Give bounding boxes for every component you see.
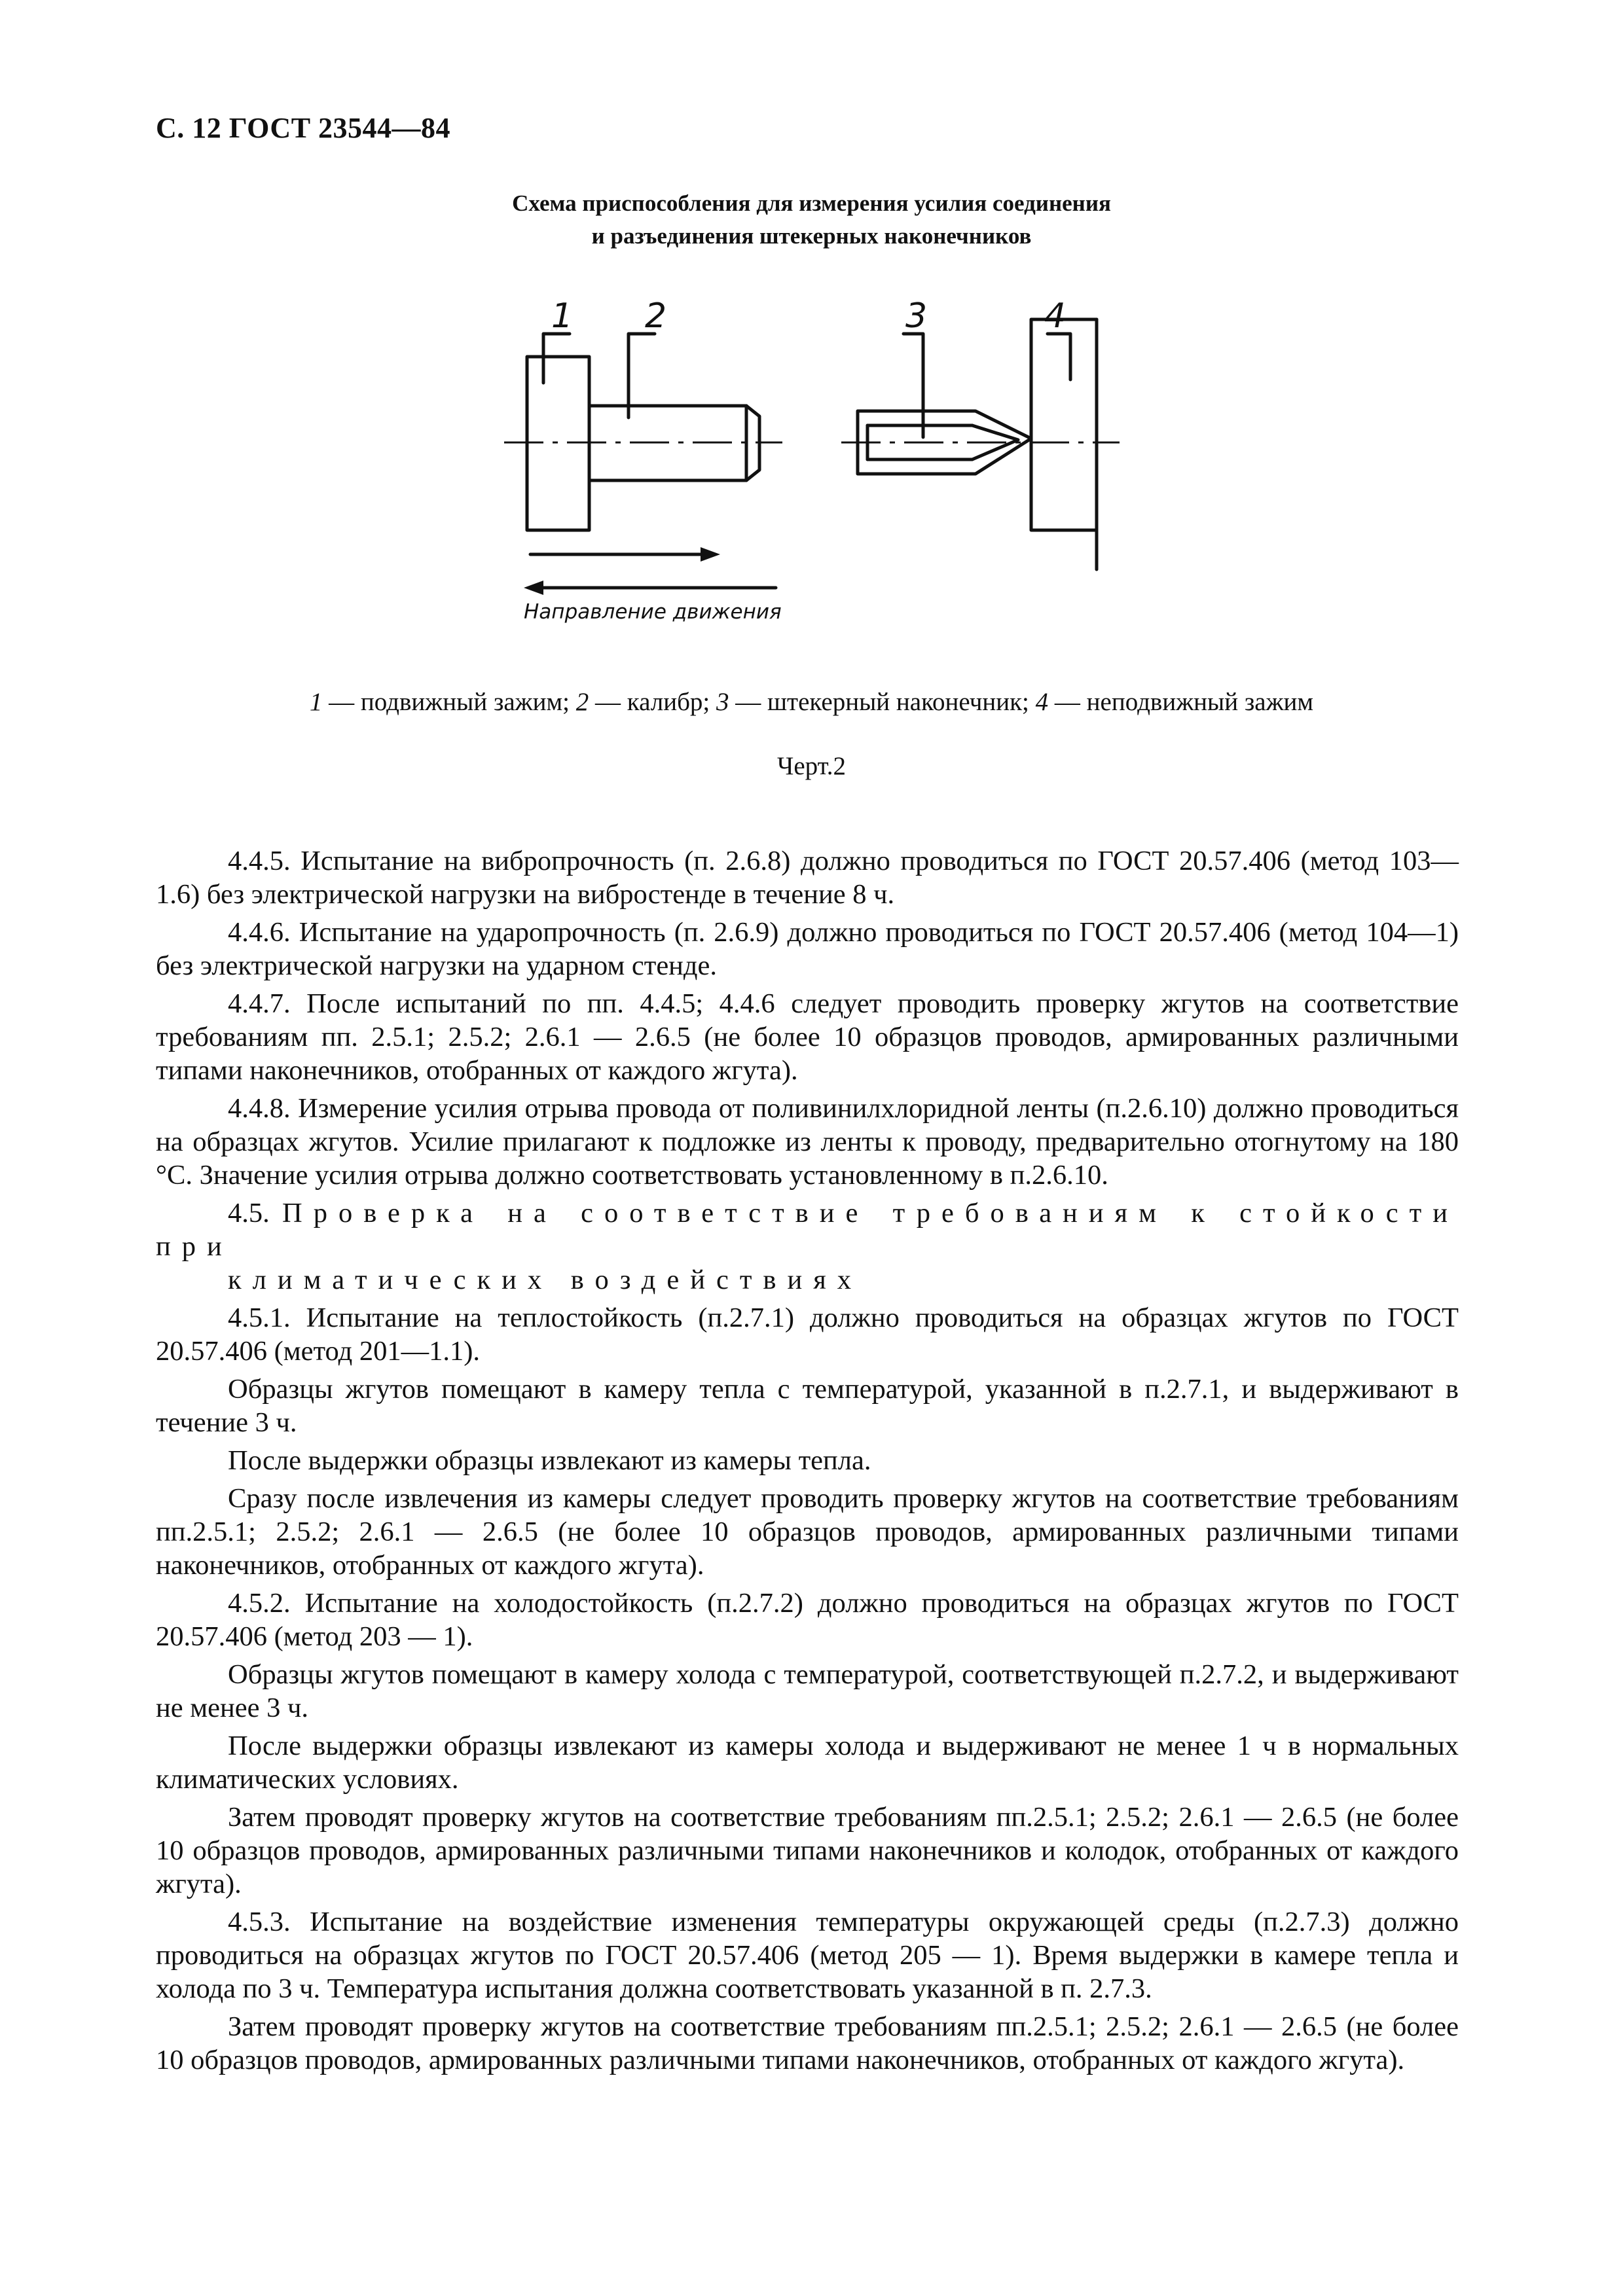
- paragraph: Образцы жгутов помещают в камеру тепла с температурой, указанной в п.2.7.1, и выдерживают в течение 3 ч.: [156, 1374, 1459, 1438]
- paragraph: 4.4.5. Испытание на вибропрочность (п. 2.6.8) должно проводиться по ГОСТ 20.57.406 (метод 103—1.6) без электрической нагрузки на вибростенде в течение 8 ч.: [156, 846, 1459, 910]
- legend-text: неподвижный зажим: [1086, 688, 1314, 716]
- figure-title-line2: и разъединения штекерных наконечников: [591, 223, 1032, 249]
- paragraph: 4.5.2. Испытание на холодостойкость (п.2.7.2) должно проводиться на образцах жгутов по ГОСТ 20.57.406 (метод 203 — 1).: [156, 1588, 1459, 1652]
- figure-title-line1: Схема приспособления для измерения усилия соединения: [512, 190, 1111, 216]
- label-1: 1: [551, 296, 574, 336]
- figure-number: Черт.2: [776, 752, 846, 780]
- paragraph: 4.4.7. После испытаний по пп. 4.4.5; 4.4.6 следует проводить проверку жгутов на соответствие требованиям пп. 2.5.1; 2.5.2; 2.6.1 — 2.6.5 (не более 10 образцов проводов, армированных различными типами наконечников, отобранных от каждого жгута).: [156, 988, 1459, 1086]
- paragraph: Образцы жгутов помещают в камеру холода с температурой, соответствующей п.2.7.2, и выдерживают не менее 3 ч.: [156, 1659, 1459, 1723]
- legend-num: 2: [575, 688, 589, 716]
- arrow-right-head: [701, 547, 720, 562]
- section-heading-line2: климатических воздействиях: [228, 1265, 863, 1295]
- paragraph: Затем проводят проверку жгутов на соответствие требованиям пп.2.5.1; 2.5.2; 2.6.1 — 2.6.5 (не более 10 образцов проводов, армированных различными типами наконечников, отобранных от каждого жгута).: [156, 2011, 1459, 2075]
- legend-num: 1: [309, 688, 323, 716]
- legend-text: подвижный зажим;: [360, 688, 570, 716]
- page-header: С. 12 ГОСТ 23544—84: [156, 112, 451, 144]
- paragraph: 4.5.1. Испытание на теплостойкость (п.2.7.1) должно проводиться на образцах жгутов по ГОСТ 20.57.406 (метод 201—1.1).: [156, 1302, 1459, 1367]
- arrow-left-head: [524, 581, 543, 595]
- section-heading: 4.5. Проверка на соответствие требованиям к стойкости при: [156, 1198, 1459, 1262]
- paragraph: 4.4.6. Испытание на ударопрочность (п. 2.6.9) должно проводиться по ГОСТ 20.57.406 (метод 104—1) без электрической нагрузки на ударном стенде.: [156, 917, 1459, 981]
- legend-text: штекерный наконечник;: [767, 688, 1029, 716]
- paragraph: 4.5.3. Испытание на воздействие изменения температуры окружающей среды (п.2.7.3) должно проводиться на образцах жгутов по ГОСТ 20.57.406 (метод 205 — 1). Время выдержки в камере тепла и холода по 3 ч. Температура испытания должна соответствовать указанной в п. 2.7.3.: [156, 1907, 1459, 2004]
- label-2: 2: [645, 296, 667, 336]
- legend-num: 3: [716, 688, 729, 716]
- fixture-diagram: [0, 262, 1623, 655]
- paragraph: 4.4.8. Измерение усилия отрыва провода от поливинилхлоридной ленты (п.2.6.10) должно проводиться на образцах жгутов. Усилие прилагают к подложке из ленты к проводу, предварительно отогнутому на 180 °С. Значение усилия отрыва должно соответствовать установленному в п.2.6.10.: [156, 1093, 1459, 1191]
- fixed-clamp: [1031, 319, 1097, 530]
- paragraph: После выдержки образцы извлекают из камеры холода и выдерживают не менее 1 ч в нормальных климатических условиях.: [156, 1731, 1459, 1795]
- figure-legend: 1 — подвижный зажим; 2 — калибр; 3 — штекерный наконечник; 4 — неподвижный зажим: [309, 688, 1314, 716]
- label-4: 4: [1044, 296, 1067, 336]
- paragraph: Сразу после извлечения из камеры следует проводить проверку жгутов на соответствие требованиям пп.2.5.1; 2.5.2; 2.6.1 — 2.6.5 (не более 10 образцов проводов, армированных различными типами наконечников, отобранных от каждого жгута).: [156, 1483, 1459, 1581]
- legend-text: калибр;: [627, 688, 710, 716]
- legend-num: 4: [1035, 688, 1049, 716]
- paragraph: Затем проводят проверку жгутов на соответствие требованиям пп.2.5.1; 2.5.2; 2.6.1 — 2.6.5 (не более 10 образцов проводов, армированных различными типами наконечников и колодок, отобранных от каждого жгута).: [156, 1802, 1459, 1899]
- direction-label: Направление движения: [524, 600, 782, 624]
- gauge-pin: [589, 406, 759, 480]
- label-3: 3: [905, 296, 928, 336]
- document-body: [156, 844, 1459, 2081]
- paragraph: После выдержки образцы извлекают из камеры тепла.: [228, 1445, 871, 1476]
